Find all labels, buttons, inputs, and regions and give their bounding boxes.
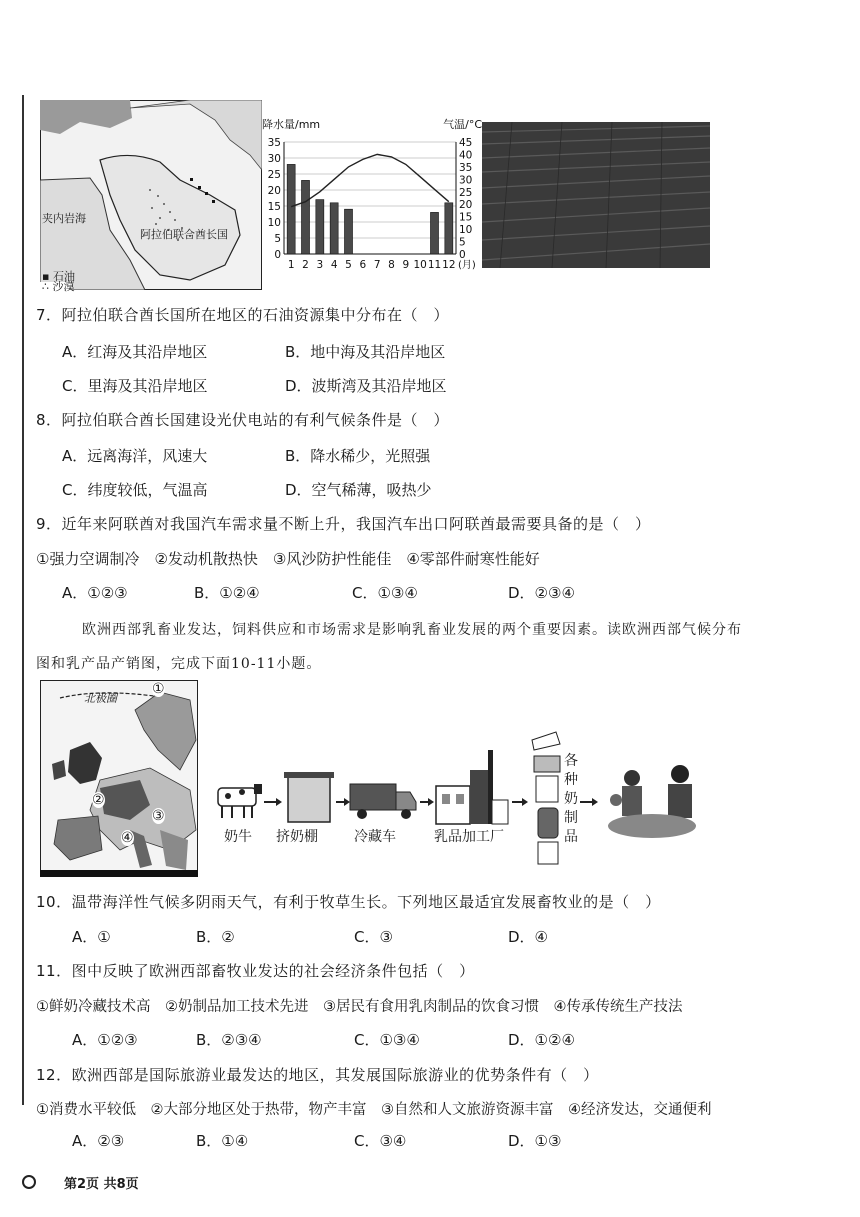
y-tick-label: 20 [267,185,281,197]
map-marker-4: ④ [121,830,134,846]
x-tick-label: 6 [359,259,367,271]
map-label-red-sea: 夹内岩海 [42,212,86,225]
q12-stem: 12．欧洲西部是国际旅游业最发达的地区，其发展国际旅游业的优势条件有（ ） [36,1066,599,1084]
x-tick-label: 12 [442,259,456,271]
precipitation-bar [330,203,338,254]
y2-tick-label: 35 [459,161,473,174]
y2-tick-label: 30 [459,174,473,187]
people-eating-photo [600,756,700,846]
q11-option-b[interactable]: B．②③④ [196,1031,262,1049]
middle-east-map [40,100,262,290]
x-tick-label: 7 [373,259,381,271]
q9-items: ①强力空调制冷 ②发动机散热快 ③风沙防护性能佳 ④零部件耐寒性能好 [36,550,540,568]
q11-option-a[interactable]: A．①②③ [72,1031,138,1049]
x-unit-label: (月) [458,260,476,271]
q12-option-c[interactable]: C．③④ [354,1132,407,1150]
q8-option-d[interactable]: D．空气稀薄，吸热少 [285,481,432,499]
q12-option-a[interactable]: A．②③ [72,1132,125,1150]
precipitation-bar [316,200,324,254]
q9-option-d[interactable]: D．②③④ [508,584,575,602]
binding-margin-line [22,95,24,1105]
x-tick-label: 1 [287,259,295,271]
intro-line-2: 图和乳产品产销图，完成下面10-11小题。 [36,656,322,672]
y2-axis-label: 气温/°C [443,118,482,131]
arrow-icon [264,798,282,806]
arrow-icon [580,798,598,806]
cow-icon [218,784,262,818]
dairy-factory-icon [436,750,508,824]
flow-label-products: 各种奶制品 [564,753,578,845]
page-number: 第2页 共8页 [64,1177,139,1192]
map-label-uae: 阿拉伯联合酋长国 [140,228,228,241]
y-tick-label: 15 [267,201,281,213]
q8-option-c[interactable]: C．纬度较低，气温高 [62,481,208,499]
x-tick-label: 11 [427,259,442,271]
q7-stem: 7．阿拉伯联合酋长国所在地区的石油资源集中分布在（ ） [36,306,450,324]
q12-option-b[interactable]: B．①④ [196,1132,249,1150]
q9-stem: 9．近年来阿联酋对我国汽车需求量不断上升，我国汽车出口阿联酋最需要具备的是（ ） [36,515,651,533]
flow-label-cow: 奶牛 [224,829,252,845]
y-tick-label: 35 [267,137,281,149]
map-label-arctic-circle: 北极圈 [84,692,117,705]
flow-label-factory: 乳品加工厂 [434,829,504,845]
flow-label-shed: 挤奶棚 [276,829,318,845]
q9-option-b[interactable]: B．①②④ [194,584,260,602]
y-tick-label: 0 [274,249,281,261]
map-marker-1: ① [152,681,165,697]
y2-tick-label: 45 [459,137,473,149]
x-tick-label: 5 [345,259,352,271]
q7-option-b[interactable]: B．地中海及其沿岸地区 [285,343,446,361]
x-tick-label: 8 [388,259,395,271]
q7-option-a[interactable]: A．红海及其沿岸地区 [62,343,208,361]
q10-stem: 10．温带海洋性气候多阴雨天气，有利于牧草生长。下列地区最适宜发展畜牧业的是（ ） [36,893,661,911]
dairy-products-icon [532,732,560,864]
y-tick-label: 5 [274,233,281,245]
x-tick-label: 2 [302,259,309,271]
q9-option-a[interactable]: A．①②③ [62,584,128,602]
map-marker-3: ③ [152,808,165,824]
q11-option-d[interactable]: D．①②④ [508,1031,575,1049]
x-tick-label: 10 [413,259,427,271]
precipitation-bar [430,212,438,254]
legend-desert: ∴ 沙漠 [42,280,75,293]
solar-panel-photo [482,122,710,268]
q11-option-c[interactable]: C．①③④ [354,1031,420,1049]
arrow-icon [420,798,434,806]
q7-option-d[interactable]: D．波斯湾及其沿岸地区 [285,377,447,395]
x-tick-label: 3 [316,259,324,271]
x-tick-label: 4 [330,259,338,271]
intro-line-1: 欧洲西部乳畜业发达，饲料供应和市场需求是影响乳畜业发展的两个重要因素。读欧洲西部气候分布 [82,622,742,638]
q7-option-c[interactable]: C．里海及其沿岸地区 [62,377,208,395]
y2-tick-label: 25 [459,186,473,199]
climate-chart [262,112,482,272]
q10-option-b[interactable]: B．② [196,928,235,946]
q10-option-d[interactable]: D．④ [508,928,548,946]
q10-option-a[interactable]: A．① [72,928,111,946]
y2-tick-label: 10 [459,224,473,237]
precipitation-bar [445,203,453,254]
precipitation-bar [301,180,309,254]
y2-tick-label: 40 [459,149,473,162]
legend-oil: ▪ 石油 [42,270,75,283]
y2-tick-label: 15 [459,211,473,224]
q11-stem: 11．图中反映了欧洲西部畜牧业发达的社会经济条件包括（ ） [36,962,475,980]
y2-tick-label: 20 [459,199,473,212]
q9-option-c[interactable]: C．①③④ [352,584,418,602]
flow-label-truck: 冷藏车 [354,829,396,845]
y2-tick-label: 5 [459,236,466,249]
temperature-line [291,154,449,206]
q11-items: ①鲜奶冷藏技术高 ②奶制品加工技术先进 ③居民有食用乳肉制品的饮食习惯 ④传承传统生产技法 [36,999,683,1015]
dairy-flow-diagram [212,726,702,868]
q8-option-a[interactable]: A．远离海洋，风速大 [62,447,208,465]
page-hole-icon [22,1175,36,1189]
europe-climate-map [40,680,198,877]
y2-tick-label: 0 [459,249,466,261]
q12-items: ①消费水平较低 ②大部分地区处于热带，物产丰富 ③自然和人文旅游资源丰富 ④经济发达，交通便利 [36,1102,712,1118]
refrigerated-truck-icon [350,784,416,819]
y-axis-label: 降水量/mm [262,118,321,131]
x-tick-label: 9 [402,259,410,271]
q12-option-d[interactable]: D．①③ [508,1132,562,1150]
y-tick-label: 25 [267,169,281,181]
milking-shed-icon [284,772,334,822]
precipitation-bar [344,209,352,254]
arrow-icon [512,798,528,806]
q10-option-c[interactable]: C．③ [354,928,393,946]
map-marker-2: ② [92,792,105,808]
y-tick-label: 30 [267,153,281,165]
q8-option-b[interactable]: B．降水稀少，光照强 [285,447,431,465]
q8-stem: 8．阿拉伯联合酋长国建设光伏电站的有利气候条件是（ ） [36,411,450,429]
precipitation-bar [287,164,295,254]
y-tick-label: 10 [267,217,281,229]
arrow-icon [336,798,350,806]
